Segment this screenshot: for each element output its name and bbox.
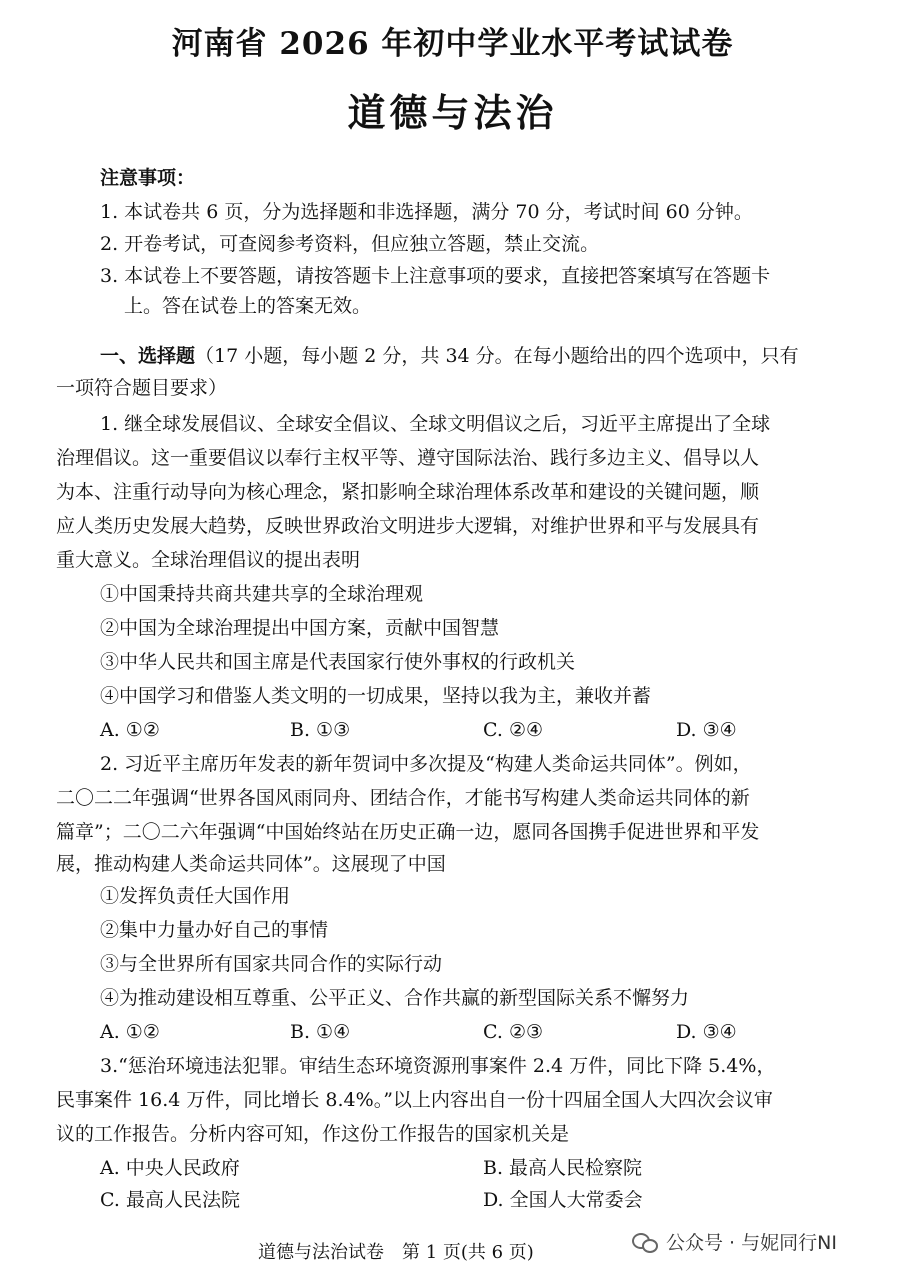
q3-option-c: C. 最高人民法院 <box>100 1189 240 1211</box>
q3-stem-line: 民事案件 16.4 万件，同比增长 8.4%。”以上内容出自一份十四届全国人大四次会议审 <box>56 1089 773 1111</box>
q1-stem-line: 1. 继全球发展倡议、全球安全倡议、全球文明倡议之后，习近平主席提出了全球 <box>100 413 771 435</box>
q1-stem-line: 重大意义。全球治理倡议的提出表明 <box>56 549 361 571</box>
q2-option-d: D. ③④ <box>676 1021 737 1043</box>
q2-option-c: C. ②③ <box>483 1021 544 1043</box>
q2-option-a: A. ①② <box>100 1021 160 1043</box>
q1-statement: ④中国学习和借鉴人类文明的一切成果，坚持以我为主，兼收并蓄 <box>100 685 652 707</box>
q1-statement: ①中国秉持共商共建共享的全球治理观 <box>100 583 424 605</box>
section-heading-line <box>100 344 799 368</box>
q1-stem-line: 为本、注重行动导向为核心理念，紧扣影响全球治理体系改革和建设的关键问题，顺 <box>56 481 760 503</box>
q1-option-b: B. ①③ <box>290 719 351 741</box>
q2-statement: ①发挥负责任大国作用 <box>100 885 291 907</box>
q2-statement: ②集中力量办好自己的事情 <box>100 919 329 941</box>
q2-stem-line: 2. 习近平主席历年发表的新年贺词中多次提及“构建人类命运共同体”。例如， <box>100 753 752 775</box>
q1-option-d: D. ③④ <box>676 719 737 741</box>
q3-stem-line: 3.“惩治环境违法犯罪。审结生态环境资源刑事案件 2.4 万件，同比下降 5.4%， <box>100 1055 776 1077</box>
notice-item: 2. 开卷考试，可查阅参考资料，但应独立答题，禁止交流。 <box>100 233 600 255</box>
q1-statement: ③中华人民共和国主席是代表国家行使外事权的行政机关 <box>100 651 576 673</box>
q2-option-b: B. ①④ <box>290 1021 351 1043</box>
page-footer: 道德与法治试卷 第 1 页(共 6 页) <box>258 1242 534 1263</box>
q2-stem-line: 展，推动构建人类命运共同体”。这展现了中国 <box>56 853 446 875</box>
notice-heading: 注意事项： <box>100 167 196 189</box>
watermark <box>632 1228 837 1255</box>
q1-stem-line: 应人类历史发展大趋势，反映世界政治文明进步大逻辑，对维护世界和平与发展具有 <box>56 515 760 537</box>
section-heading: 一、选择题 <box>100 345 196 367</box>
q3-option-d: D. 全国人大常委会 <box>483 1189 643 1211</box>
q2-stem-line: 二〇二二年强调“世界各国风雨同舟、团结合作，才能书写构建人类命运共同体的新 <box>56 787 750 809</box>
wechat-icon <box>632 1231 658 1253</box>
q1-statement: ②中国为全球治理提出中国方案，贡献中国智慧 <box>100 617 500 639</box>
q3-option-a: A. 中央人民政府 <box>100 1157 240 1179</box>
q2-statement: ④为推动建设相互尊重、公平正义、合作共赢的新型国际关系不懈努力 <box>100 987 690 1009</box>
section-description: （17 小题，每小题 2 分，共 34 分。在每小题给出的四个选项中，只有 <box>195 345 799 367</box>
notice-item: 1. 本试卷共 6 页，分为选择题和非选择题，满分 70 分，考试时间 60 分钟。 <box>100 201 753 223</box>
q1-stem-line: 治理倡议。这一重要倡议以奉行主权平等、遵守国际法治、践行多边主义、倡导以人 <box>56 447 760 469</box>
section-description: 一项符合题目要求） <box>56 377 228 399</box>
q3-option-b: B. 最高人民检察院 <box>483 1157 643 1179</box>
subject-title: 道德与法治 <box>347 90 558 135</box>
q1-option-c: C. ②④ <box>483 719 544 741</box>
q2-stem-line: 篇章”；二〇二六年强调“中国始终站在历史正确一边，愿同各国携手促进世界和平发 <box>56 821 760 843</box>
exam-title: 河南省 2026 年初中学业水平考试试卷 <box>171 26 734 62</box>
q3-stem-line: 议的工作报告。分析内容可知，作这份工作报告的国家机关是 <box>56 1123 570 1145</box>
watermark-text: 公众号 · 与妮同行NI <box>666 1232 837 1254</box>
notice-item: 上。答在试卷上的答案无效。 <box>124 295 372 317</box>
q2-statement: ③与全世界所有国家共同合作的实际行动 <box>100 953 443 975</box>
q1-option-a: A. ①② <box>100 719 160 741</box>
notice-item: 3. 本试卷上不要答题，请按答题卡上注意事项的要求，直接把答案填写在答题卡 <box>100 265 771 287</box>
